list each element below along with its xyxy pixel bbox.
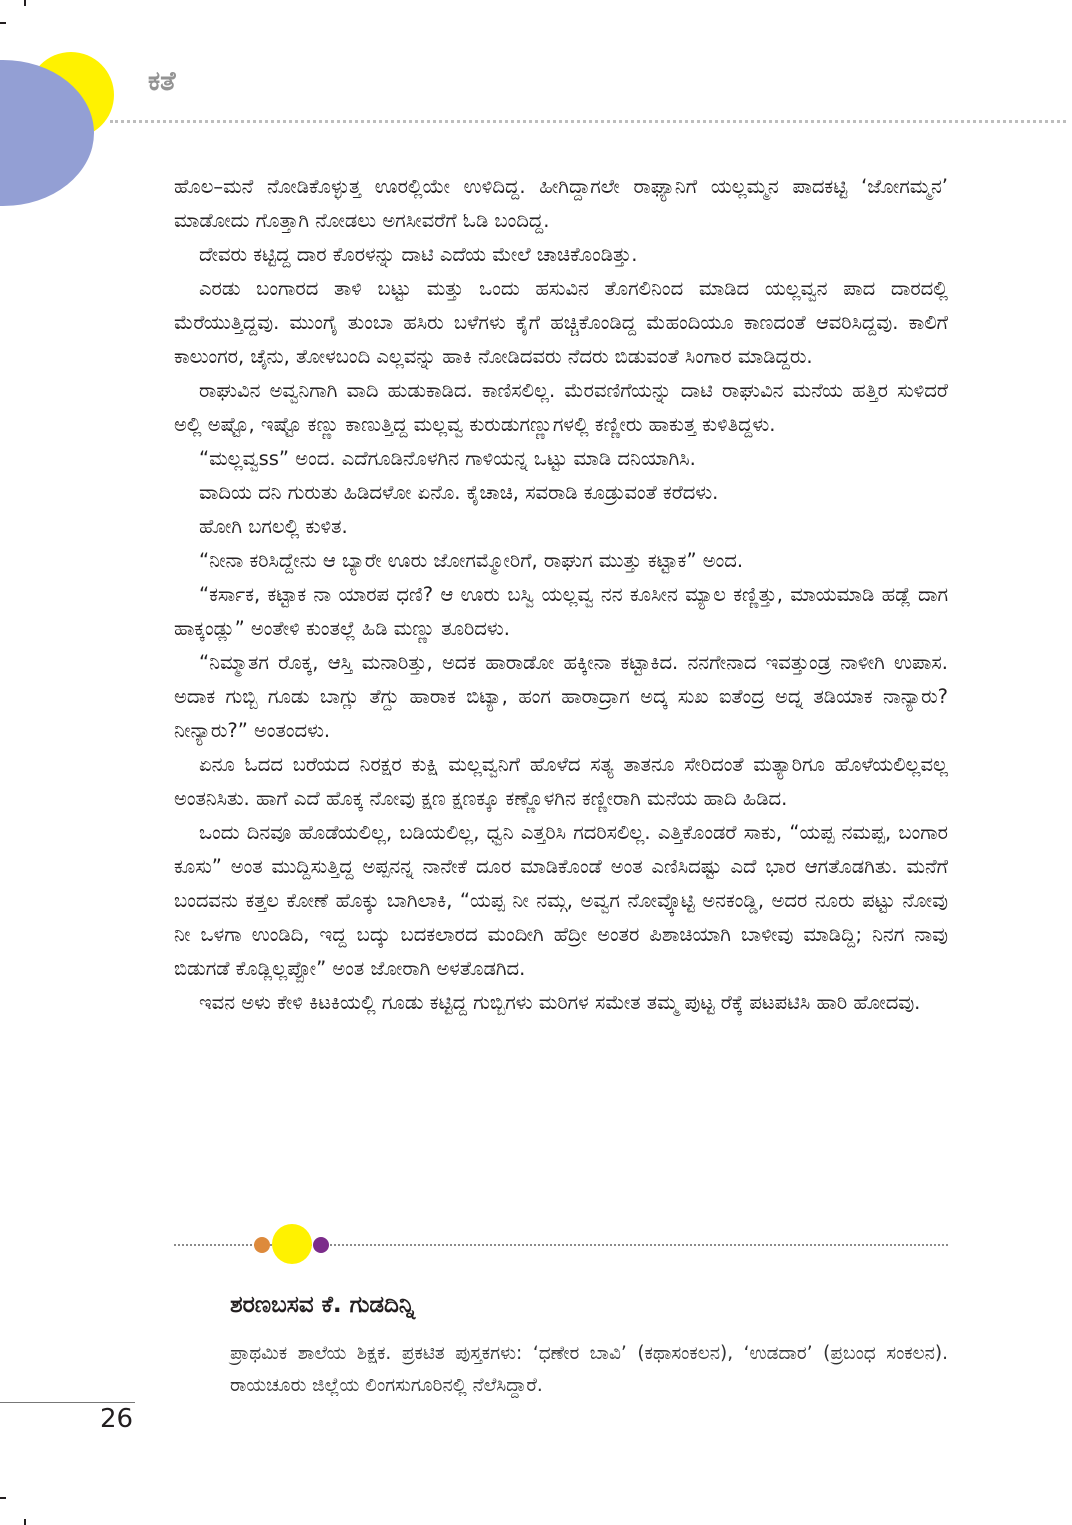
- story-paragraph: ದೇವರು ಕಟ್ಟಿದ್ದ ದಾರ ಕೊರಳನ್ನು ದಾಟಿ ಎದೆಯ ಮೇಲೆ ಚಾಚಿಕೊಂಡಿತ್ತು.: [199, 243, 638, 266]
- story-paragraph: ಒಂದು ದಿನವೂ ಹೊಡೆಯಲಿಲ್ಲ, ಬಡಿಯಲಿಲ್ಲ, ಧ್ವನಿ ಎತ್ತರಿಸಿ ಗದರಿಸಲಿಲ್ಲ. ಎತ್ತಿಕೊಂಡರೆ ಸಾಕು, “ಯಪ್ಪ ನಮಪ್ಪ, ಬಂಗಾರ ಕೂಸು” ಅಂತ ಮುದ್ದಿಸುತ್ತಿದ್ದ ಅಪ್ಪನನ್ನ ನಾನೇಕೆ ದೂರ ಮಾಡಿಕೊಂಡೆ ಅಂತ ಎಣಿಸಿದಷ್ಟು ಎದೆ ಭಾರ ಆಗತೊಡಗಿತು. ಮನೆಗೆ ಬಂದವನು ಕತ್ತಲ ಕೋಣೆ ಹೊಕ್ಕು ಬಾಗಿಲಾಕಿ, “ಯಪ್ಪ ನೀ ನಮ್ಗ, ಅವ್ವಗ ನೋವ್ಕೊಟ್ಟಿ ಅನಕಂಡ್ಡಿ, ಅದರ ನೂರು ಪಟ್ಟು ನೋವು ನೀ ಒಳಗಾ ಉಂಡಿದಿ, ಇದ್ದ ಬದ್ಕು ಬದಕಲಾರದ ಮಂದೀಗಿ ಹೆದ್ರೀ ಅಂತರ ಪಿಶಾಚಿಯಾಗಿ ಬಾಳೀವು ಮಾಡಿದ್ದಿ; ನಿನಗ ನಾವು ಬಿಡುಗಡೆ ಕೊಡ್ಲಿಲ್ಲಪ್ಪೋ” ಅಂತ ಜೋರಾಗಿ ಅಳತೊಡಗಿದ.: [174, 821, 948, 980]
- page-number-rule: [0, 1402, 135, 1403]
- story-paragraph: ಏನೂ ಓದದ ಬರೆಯದ ನಿರಕ್ಷರ ಕುಕ್ಷಿ ಮಲ್ಲವ್ವನಿಗೆ ಹೊಳೆದ ಸತ್ಯ ತಾತನೂ ಸೇರಿದಂತೆ ಮತ್ಯಾರಿಗೂ ಹೊಳೆಯಲಿಲ್ಲವಲ್ಲ ಅಂತನಿಸಿತು. ಹಾಗೆ ಎದೆ ಹೊಕ್ಕ ನೋವು ಕ್ಷಣ ಕ್ಷಣಕ್ಕೂ ಕಣ್ಣೊಳಗಿನ ಕಣ್ಣೀರಾಗಿ ಮನೆಯ ಹಾದಿ ಹಿಡಿದ.: [174, 753, 948, 810]
- crop-mark: [24, 1519, 26, 1525]
- story-paragraph: ರಾಘುವಿನ ಅವ್ವನಿಗಾಗಿ ವಾದಿ ಹುಡುಕಾಡಿದ. ಕಾಣಿಸಲಿಲ್ಲ. ಮೆರವಣಿಗೆಯನ್ನು ದಾಟಿ ರಾಘುವಿನ ಮನೆಯ ಹತ್ತಿರ ಸುಳಿದರೆ ಅಲ್ಲಿ ಅಷ್ಟೊ, ಇಷ್ಟೊ ಕಣ್ಣು ಕಾಣುತ್ತಿದ್ದ ಮಲ್ಲವ್ವ ಕುರುಡುಗಣ್ಣುಗಳಲ್ಲಿ ಕಣ್ಣೀರು ಹಾಕುತ್ತ ಕುಳಿತಿದ್ದಳು.: [174, 379, 948, 436]
- section-divider: [174, 1222, 948, 1268]
- story-paragraph: “ನಿಮ್ಮಾತಗ ರೊಕ್ಕ, ಆಸ್ತಿ ಮನಾರಿತ್ತು, ಅದಕ ಹಾರಾಡೋ ಹಕ್ಕೀನಾ ಕಟ್ಟಾಕಿದ. ನನಗೇನಾದ ಇವತ್ತುಂಡ್ರ ನಾಳೀಗಿ ಉಪಾಸ. ಅದಾಕ ಗುಬ್ಬಿ ಗೂಡು ಬಾಗ್ಲು ತೆಗ್ದು ಹಾರಾಕ ಬಿಟ್ಯಾ, ಹಂಗ ಹಾರಾದ್ರಾಗ ಅದ್ಕ ಸುಖ ಐತೆಂದ್ರ ಅದ್ನ ತಡಿಯಾಕ ನಾನ್ಯಾರು? ನೀನ್ಯಾರು?” ಅಂತಂದಳು.: [174, 651, 948, 742]
- crop-mark: [0, 1497, 6, 1499]
- story-paragraph: ವಾದಿಯ ದನಿ ಗುರುತು ಹಿಡಿದಳೋ ಏನೊ. ಕೈಚಾಚಿ, ಸವರಾಡಿ ಕೂಡ್ರುವಂತೆ ಕರೆದಳು.: [199, 481, 719, 504]
- story-paragraph: “ಮಲ್ಲವ್ವss” ಅಂದ. ಎದೆಗೂಡಿನೊಳಗಿನ ಗಾಳಿಯನ್ನ ಒಟ್ಟು ಮಾಡಿ ದನಿಯಾಗಿಸಿ.: [199, 447, 696, 470]
- story-paragraph: ಇವನ ಅಳು ಕೇಳಿ ಕಿಟಕಿಯಲ್ಲಿ ಗೂಡು ಕಟ್ಟಿದ್ದ ಗುಬ್ಬಿಗಳು ಮರಿಗಳ ಸಮೇತ ತಮ್ಮ ಪುಟ್ಟ ರೆಕ್ಕೆ ಪಟಪಟಿಸಿ ಹಾರಿ ಹೋದವು.: [199, 991, 921, 1014]
- story-paragraph: ಹೊಲ–ಮನೆ ನೋಡಿಕೊಳ್ಳುತ್ತ ಊರಲ್ಲಿಯೇ ಉಳಿದಿದ್ದ. ಹೀಗಿದ್ದಾಗಲೇ ರಾಘ್ಯಾನಿಗೆ ಯಲ್ಲಮ್ಮನ ಪಾದಕಟ್ಟಿ ‘ಜೋಗಮ್ಮನ’ ಮಾಡೋದು ಗೊತ್ತಾಗಿ ನೋಡಲು ಅಗಸೀವರೆಗೆ ಓಡಿ ಬಂದಿದ್ದ.: [174, 175, 948, 232]
- author-name: ಶರಣಬಸವ ಕೆ. ಗುಡದಿನ್ನಿ: [230, 1292, 415, 1318]
- story-paragraph: “ಕರ್ಸಾಕ, ಕಟ್ಟಾಕ ನಾ ಯಾರಪ ಧಣಿ? ಆ ಊರು ಬಸ್ವಿ ಯಲ್ಲವ್ವ ನನ ಕೂಸೀನ ಮ್ಯಾಲ ಕಣ್ಣಿತ್ತು, ಮಾಯಮಾಡಿ ಹಡ್ಲೆ ದಾಗ ಹಾಕ್ಕಂಡ್ಲು” ಅಂತೇಳಿ ಕುಂತಲ್ಲೆ ಹಿಡಿ ಮಣ್ಣು ತೂರಿದಳು.: [174, 583, 948, 640]
- crop-mark: [24, 0, 26, 6]
- story-paragraph: “ನೀನಾ ಕರಿಸಿದ್ದೇನು ಆ ಬ್ಯಾರೇ ಊರು ಜೋಗಮ್ಮೋರಿಗೆ, ರಾಘುಗ ಮುತ್ತು ಕಟ್ಟಾಕ” ಅಂದ.: [199, 549, 744, 572]
- header-dotted-rule: [110, 120, 1066, 123]
- crop-mark: [0, 22, 6, 24]
- page-number: 26: [100, 1404, 134, 1434]
- purple-dot: [313, 1237, 329, 1253]
- author-bio: ಪ್ರಾಥಮಿಕ ಶಾಲೆಯ ಶಿಕ್ಷಕ. ಪ್ರಕಟಿತ ಪುಸ್ತಕಗಳು: ‘ಧಣೇರ ಬಾವಿ’ (ಕಥಾಸಂಕಲನ), ‘ಉಡದಾರ’ (ಪ್ರಬಂಧ ಸಂಕಲನ). ರಾಯಚೂರು ಜಿಲ್ಲೆಯ ಲಿಂಗಸುಗೂರಿನಲ್ಲಿ ನೆಲೆಸಿದ್ದಾರೆ.: [230, 1343, 948, 1396]
- story-paragraph: ಎರಡು ಬಂಗಾರದ ತಾಳಿ ಬಟ್ಟು ಮತ್ತು ಒಂದು ಹಸುವಿನ ತೊಗಲಿನಿಂದ ಮಾಡಿದ ಯಲ್ಲವ್ವನ ಪಾದ ದಾರದಲ್ಲಿ ಮೆರೆಯುತ್ತಿದ್ದವು. ಮುಂಗೈ ತುಂಬಾ ಹಸಿರು ಬಳೆಗಳು ಕೈಗೆ ಹಚ್ಚಿಕೊಂಡಿದ್ದ ಮೆಹಂದಿಯೂ ಕಾಣದಂತೆ ಆವರಿಸಿದ್ದವು. ಕಾಲಿಗೆ ಕಾಲುಂಗರ, ಚೈನು, ತೋಳಬಂದಿ ಎಲ್ಲವನ್ನು ಹಾಕಿ ನೋಡಿದವರು ನೆದರು ಬಿಡುವಂತೆ ಸಿಂಗಾರ ಮಾಡಿದ್ದರು.: [174, 277, 948, 368]
- orange-dot: [254, 1237, 270, 1253]
- story-paragraph: ಹೋಗಿ ಬಗಲಲ್ಲಿ ಕುಳಿತ.: [199, 515, 348, 538]
- section-label: ಕತೆ: [148, 66, 176, 97]
- yellow-dot: [272, 1224, 312, 1264]
- story-body: [174, 170, 948, 1020]
